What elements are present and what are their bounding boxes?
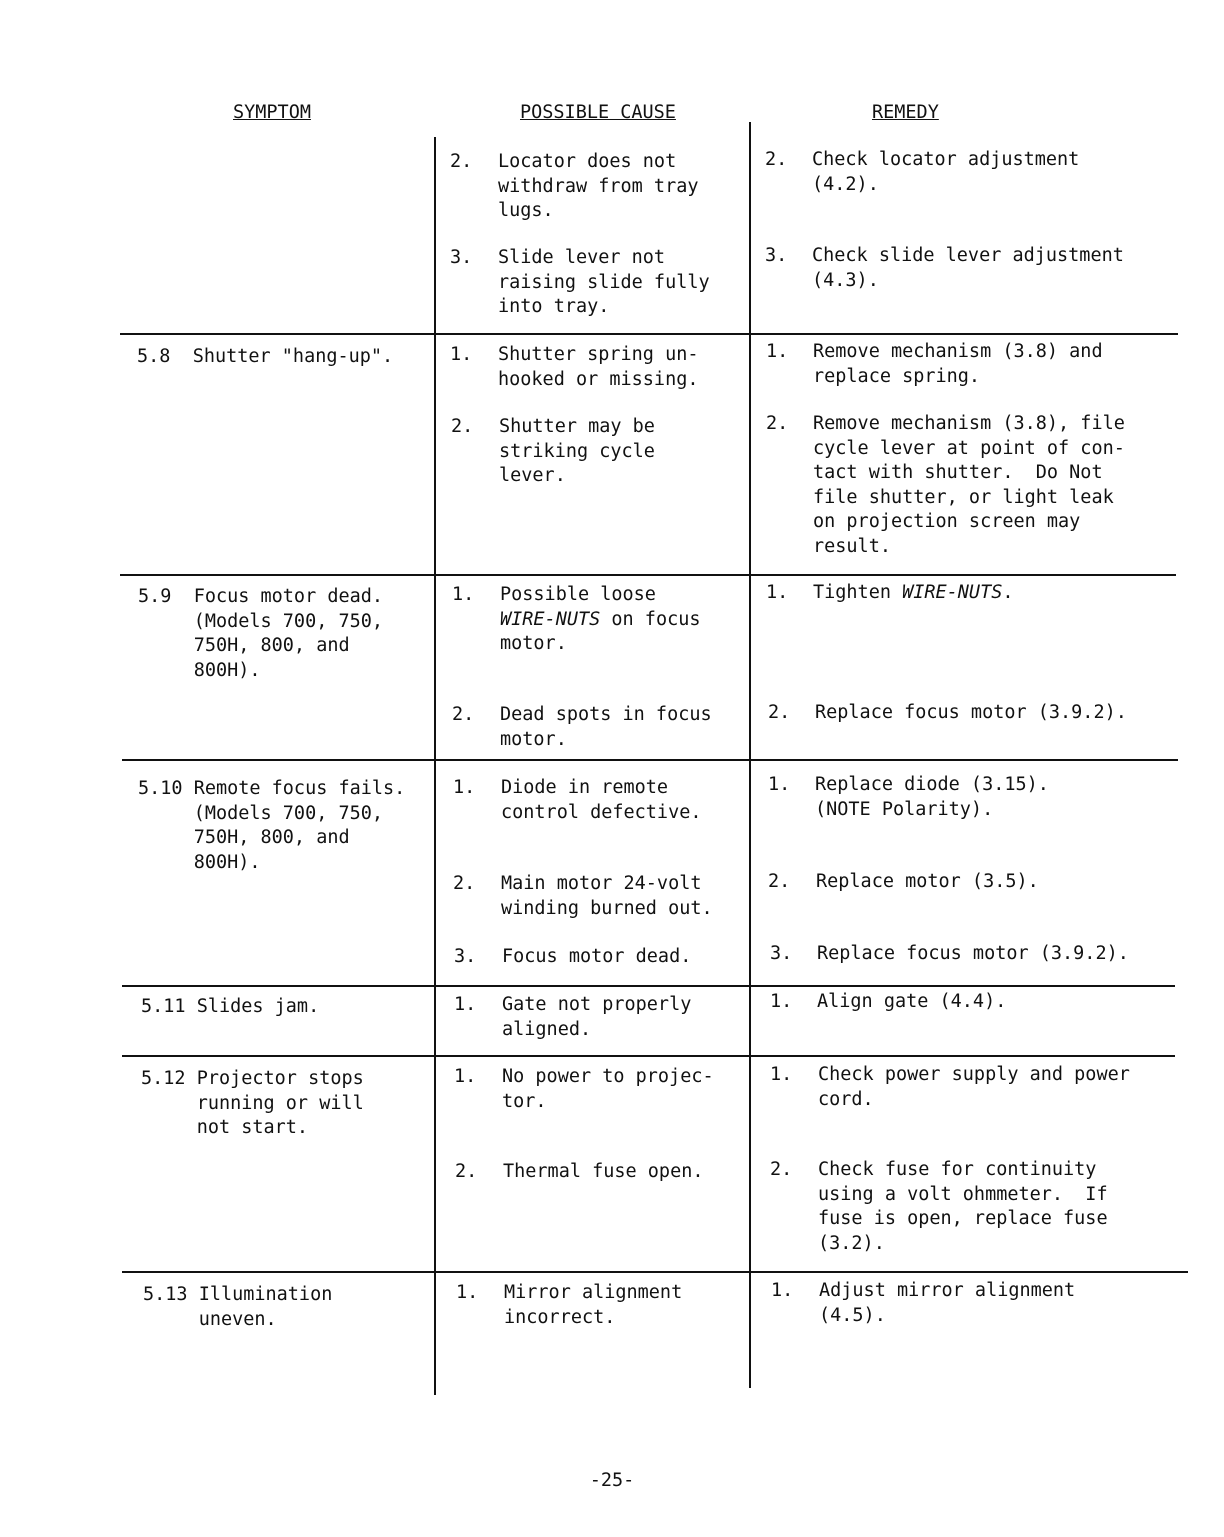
cause-item: 1. Shutter spring un- hooked or missing.	[450, 344, 699, 390]
row-divider	[120, 333, 1178, 335]
cause-item: 2. Shutter may be striking cycle lever.	[451, 416, 655, 486]
symptom-cell: 5.9 Focus motor dead. (Models 700, 750, 750H, 800, and 800H).	[138, 586, 384, 681]
remedy-header: REMEDY	[872, 102, 939, 123]
remedy-column-divider	[749, 122, 751, 1388]
cause-item: 2. Locator does not withdraw from tray lugs.	[450, 151, 699, 221]
remedy-item: 3. Replace focus motor (3.9.2).	[770, 943, 1129, 964]
row-divider	[122, 1271, 1188, 1273]
cause-item: 1. Gate not properly aligned.	[454, 994, 692, 1040]
remedy-item: 1. Align gate (4.4).	[770, 991, 1007, 1012]
cause-item: 1. No power to projec- tor.	[454, 1066, 714, 1112]
remedy-item: 2. Remove mechanism (3.8), file cycle lever at point of con- tact with shutter. Do Not file shutter, or light leak on projection screen may result.	[766, 413, 1125, 557]
symptom-cell: 5.12 Projector stops running or will not start.	[141, 1068, 364, 1138]
cause-item: 2. Thermal fuse open.	[455, 1161, 704, 1182]
remedy-item: 1. Check power supply and power cord.	[770, 1064, 1130, 1110]
symptom-cell: 5.10 Remote focus fails. (Models 700, 750, 750H, 800, and 800H).	[138, 778, 406, 873]
row-divider	[120, 574, 1176, 576]
row-divider	[122, 1055, 1175, 1057]
row-divider	[122, 985, 1175, 987]
row-divider	[122, 759, 1178, 761]
cause-item: 2. Main motor 24-volt winding burned out.	[453, 873, 713, 919]
cause-item: 3. Slide lever not raising slide fully into tray.	[450, 247, 710, 317]
remedy-item: 1. Remove mechanism (3.8) and replace spring.	[766, 341, 1103, 387]
remedy-item: 2. Check fuse for continuity using a volt ohmmeter. If fuse is open, replace fuse (3.2).	[770, 1159, 1108, 1254]
remedy-item: 1. Tighten WIRE-NUTS.	[766, 582, 1014, 603]
symptom-header: SYMPTOM	[233, 102, 311, 123]
possible-cause-header: POSSIBLE CAUSE	[520, 102, 676, 123]
cause-item: 1. Diode in remote control defective.	[453, 777, 702, 823]
page-number: -25-	[589, 1470, 635, 1491]
symptom-cell: 5.8 Shutter "hang-up".	[137, 346, 394, 367]
remedy-item: 2. Replace focus motor (3.9.2).	[768, 702, 1127, 723]
remedy-item: 2. Replace motor (3.5).	[768, 871, 1039, 892]
cause-item: 3. Focus motor dead.	[454, 946, 692, 967]
cause-item: 1. Possible loose WIRE-NUTS on focus motor.	[452, 584, 701, 654]
symptom-cell: 5.13 Illumination uneven.	[143, 1284, 333, 1330]
remedy-item: 2. Check locator adjustment (4.2).	[765, 149, 1080, 195]
remedy-item: 1. Replace diode (3.15). (NOTE Polarity).	[768, 774, 1049, 820]
cause-item: 2. Dead spots in focus motor.	[452, 704, 712, 750]
cause-item: 1. Mirror alignment incorrect.	[456, 1282, 683, 1328]
symptom-cell: 5.11 Slides jam.	[141, 996, 320, 1017]
remedy-item: 1. Adjust mirror alignment (4.5).	[771, 1280, 1076, 1326]
cause-column-divider	[434, 137, 436, 1395]
remedy-item: 3. Check slide lever adjustment (4.3).	[765, 245, 1124, 291]
